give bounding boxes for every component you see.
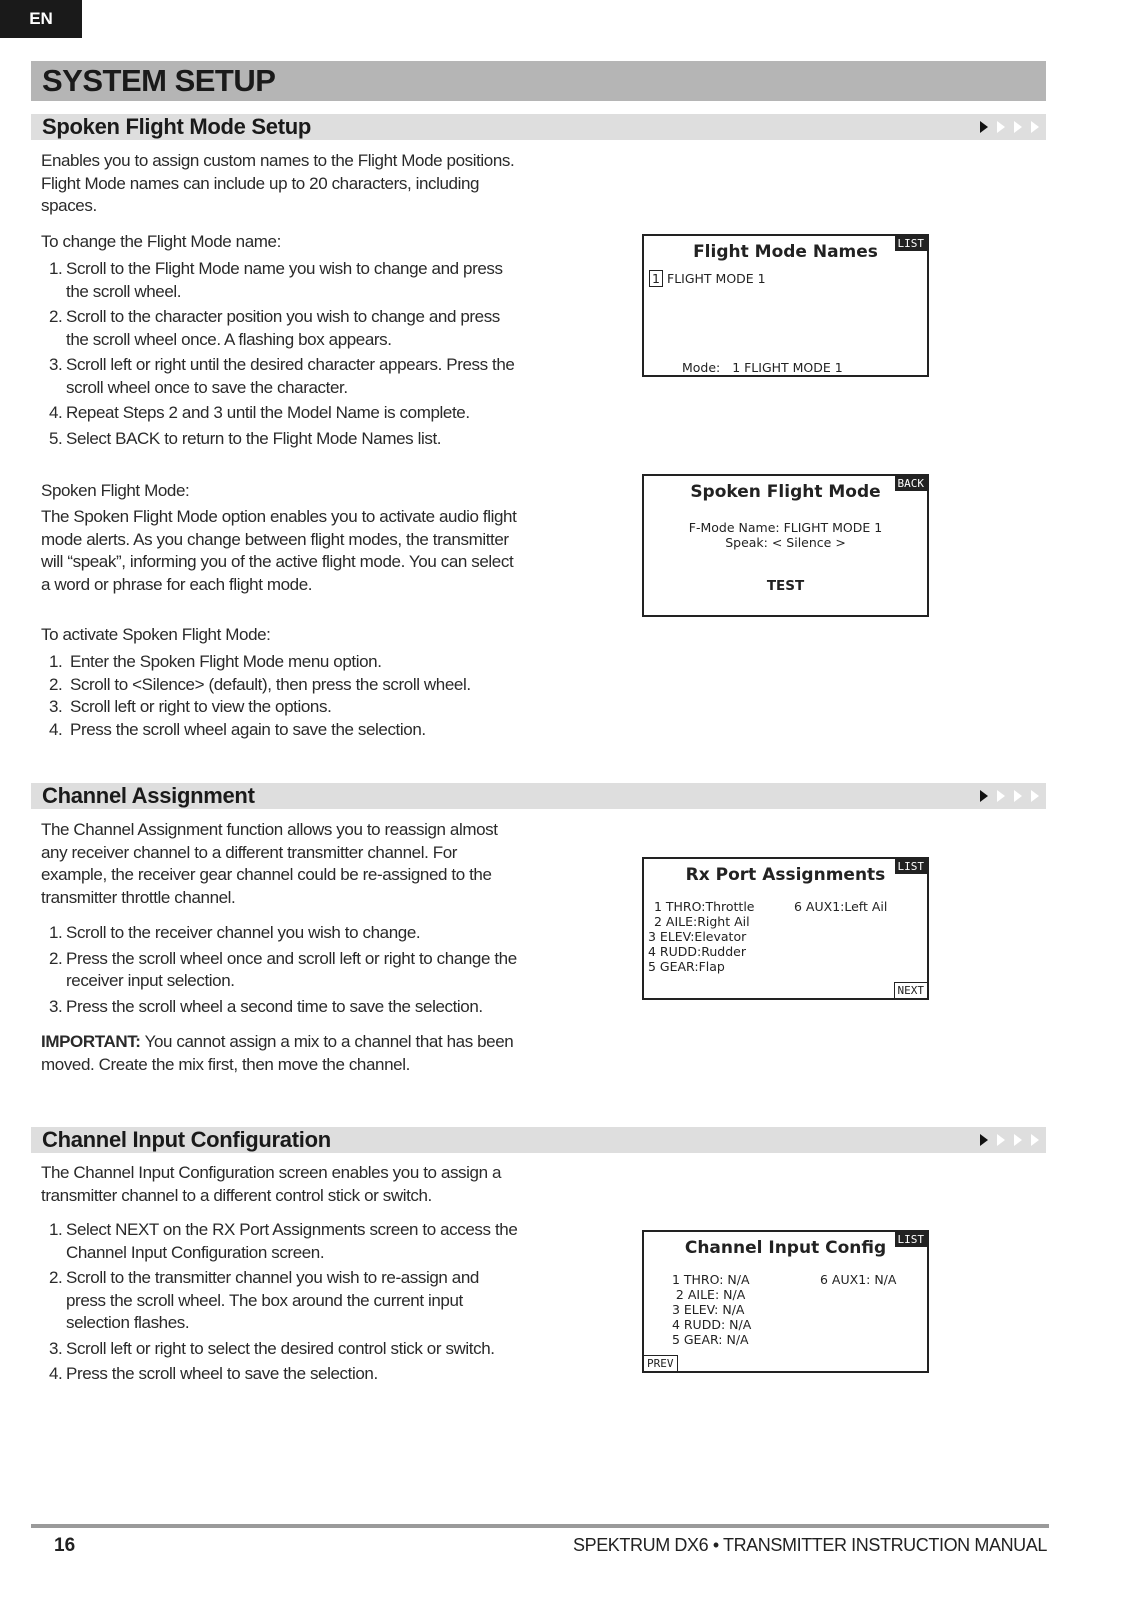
prev-tag: PREV [644, 1355, 678, 1371]
list-item: 4. Repeat Steps 2 and 3 until the Model Name is complete. [49, 403, 470, 422]
list-item: 3. Press the scroll wheel a second time to save the selection. [49, 996, 483, 1016]
screen-title: Spoken Flight Mode [690, 482, 881, 502]
screen-title: Rx Port Assignments [685, 865, 886, 885]
section-title: Channel Assignment [42, 783, 255, 808]
nav-arrows-icon [979, 114, 1040, 140]
list-item: 2. Scroll to <Silence> (default), then press the scroll wheel. [49, 674, 471, 694]
nav-arrows-icon [979, 783, 1040, 809]
spoken-heading: Spoken Flight Mode: [41, 481, 190, 500]
list-tag: LIST [895, 859, 928, 874]
speak-line: Speak: < Silence > [725, 535, 846, 550]
manual-title: SPEKTRUM DX6 • TRANSMITTER INSTRUCTION MANUAL [572, 1535, 1047, 1555]
nav-arrows-icon [979, 1127, 1040, 1153]
rx-row-aux1: 6 AUX1:Left Ail [794, 899, 888, 914]
channel-assignment-steps [49, 922, 519, 1021]
list-item: 4. Press the scroll wheel to save the selection. [49, 1364, 378, 1383]
next-tag: NEXT [894, 982, 928, 998]
channel-input-intro: The Channel Input Configuration screen enables you to assign a transmitter channel to a different control stick or switch. [41, 1163, 502, 1205]
screen-title: Channel Input Config [684, 1238, 887, 1258]
list-tag: LIST [895, 1232, 928, 1247]
section-header-spoken-flight-mode [31, 114, 1046, 140]
screen-title: Flight Mode Names [693, 242, 878, 262]
rx-row: 1 THRO:Throttle [650, 899, 755, 914]
rx-row: 4 RUDD:Rudder [648, 944, 746, 959]
cursor-box: 1 [649, 271, 663, 286]
list-tag: LIST [895, 236, 928, 251]
flight-mode-name: FLIGHT MODE 1 [667, 271, 766, 286]
important-note: IMPORTANT: You cannot assign a mix to a channel that has been moved. Create the mix first, then move the channel. [41, 1032, 514, 1074]
section-header-channel-input-configuration [31, 1127, 1046, 1153]
list-item: 5. Select BACK to return to the Flight Mode Names list. [49, 428, 442, 448]
page-title: SYSTEM SETUP [31, 61, 1046, 101]
list-item: 2. Scroll to the transmitter channel you wish to re-assign and press the scroll wheel. The box around the current input selection flashes. [49, 1268, 479, 1332]
fmode-name-line: F-Mode Name: FLIGHT MODE 1 [688, 520, 883, 535]
input-row-aux1: 6 AUX1: N/A [820, 1272, 897, 1287]
spoken-intro: Enables you to assign custom names to the Flight Mode positions. Flight Mode names can include up to 20 characters, including spaces. [41, 151, 515, 215]
change-steps-list [49, 258, 519, 453]
input-row: 3 ELEV: N/A [664, 1302, 745, 1317]
screen-flight-mode-names [642, 234, 929, 377]
input-row: 2 AILE: N/A [664, 1287, 746, 1302]
screen-rx-port-assignments [642, 857, 929, 1000]
input-row: 1 THRO: N/A [664, 1272, 750, 1287]
footer-rule [31, 1524, 1049, 1528]
test-label: TEST [766, 578, 805, 594]
activate-steps-list [49, 651, 519, 741]
list-item: 1. Scroll to the Flight Mode name you wish to change and press the scroll wheel. [49, 259, 503, 301]
change-heading: To change the Flight Mode name: [41, 232, 281, 251]
activate-heading: To activate Spoken Flight Mode: [41, 625, 271, 644]
section-header-channel-assignment [31, 783, 1046, 809]
screen-spoken-flight-mode [642, 474, 929, 617]
section-title: Spoken Flight Mode Setup [42, 114, 312, 139]
list-item: 3. Scroll left or right to select the desired control stick or switch. [49, 1338, 495, 1358]
list-item: 1. Select NEXT on the RX Port Assignments screen to access the Channel Input Configuration screen. [49, 1220, 518, 1262]
screen-channel-input-config [642, 1230, 929, 1373]
list-item: 4. Press the scroll wheel again to save the selection. [49, 719, 426, 739]
channel-input-steps [49, 1219, 519, 1389]
list-item: 2. Scroll to the character position you wish to change and press the scroll wheel once. A flashing box appears. [49, 307, 500, 349]
spoken-description: The Spoken Flight Mode option enables you to activate audio flight mode alerts. As you change between flight modes, the transmitter will “speak”, informing you of the active flight mode. You can select a word or phrase for each flight mode. [41, 507, 517, 594]
rx-row: 2 AILE:Right Ail [650, 914, 750, 929]
list-item: 3. Scroll left or right until the desired character appears. Press the scroll wheel once to save the character. [49, 355, 515, 397]
input-row: 5 GEAR: N/A [664, 1332, 749, 1347]
language-tab: EN [0, 0, 82, 38]
input-row: 4 RUDD: N/A [664, 1317, 752, 1332]
list-item: 3. Scroll left or right to view the options. [49, 697, 332, 716]
channel-assignment-intro: The Channel Assignment function allows you to reassign almost any receiver channel to a different transmitter channel. For example, the receiver gear channel could be re-assigned to the transmitter throttle channel. [41, 820, 498, 907]
list-item: 1. Enter the Spoken Flight Mode menu option. [49, 652, 382, 671]
rx-row: 5 GEAR:Flap [648, 959, 725, 974]
list-item: 2. Press the scroll wheel once and scroll left or right to change the receiver input selection. [49, 948, 517, 990]
back-tag: BACK [895, 476, 928, 491]
list-item: 1. Scroll to the receiver channel you wish to change. [49, 923, 421, 942]
section-title: Channel Input Configuration [42, 1127, 331, 1152]
rx-row: 3 ELEV:Elevator [648, 929, 747, 944]
page-number: 16 [54, 1535, 76, 1556]
mode-line: Mode: 1 FLIGHT MODE 1 [682, 360, 843, 375]
